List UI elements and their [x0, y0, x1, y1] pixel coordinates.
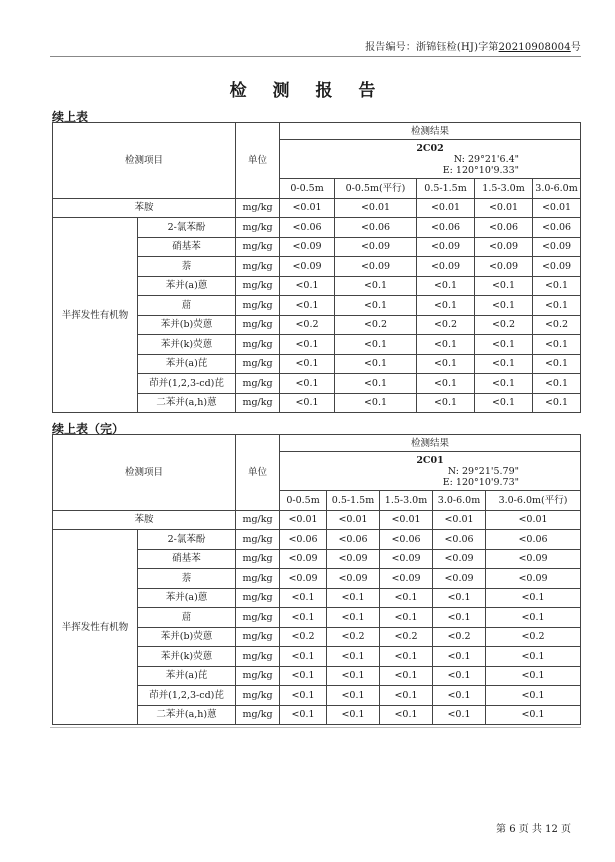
- result-value: <0.2: [486, 627, 581, 647]
- depth-header: 1.5-3.0m: [475, 179, 533, 199]
- result-value: <0.1: [280, 686, 327, 706]
- result-value: <0.06: [380, 530, 433, 550]
- group-label: 半挥发性有机物: [53, 218, 138, 413]
- station-longitude: E: 120°10'9.33": [442, 164, 520, 176]
- depth-header: 0.5-1.5m: [327, 491, 380, 511]
- result-value: <0.2: [327, 627, 380, 647]
- item-name: 茚并(1,2,3-cd)芘: [138, 374, 236, 394]
- result-value: <0.09: [486, 569, 581, 589]
- result-value: <0.06: [327, 530, 380, 550]
- result-value: <0.01: [486, 510, 581, 530]
- result-value: <0.1: [280, 608, 327, 628]
- report-number-suffix: 号: [570, 42, 581, 53]
- item-name: 硝基苯: [138, 549, 236, 569]
- item-unit: mg/kg: [236, 296, 280, 316]
- results-table-2c01: [52, 434, 581, 725]
- result-value: <0.1: [433, 686, 486, 706]
- result-value: <0.2: [433, 627, 486, 647]
- item-name: 䓛: [138, 296, 236, 316]
- item-unit: mg/kg: [236, 276, 280, 296]
- result-value: <0.1: [280, 335, 335, 355]
- result-value: <0.1: [280, 588, 327, 608]
- result-value: <0.09: [327, 569, 380, 589]
- depth-header: 1.5-3.0m: [380, 491, 433, 511]
- col-header-unit: 单位: [236, 123, 280, 199]
- group-label: 半挥发性有机物: [53, 530, 138, 725]
- result-value: <0.06: [280, 530, 327, 550]
- item-name: 2-氯苯酚: [138, 218, 236, 238]
- item-name: 2-氯苯酚: [138, 530, 236, 550]
- result-value: <0.09: [380, 569, 433, 589]
- station-latitude: N: 29°21'5.79": [447, 465, 520, 477]
- item-name: 二苯并(a,h)蒽: [138, 393, 236, 413]
- item-name: 苯并(a)芘: [138, 354, 236, 374]
- table-row: [53, 530, 581, 550]
- item-unit: mg/kg: [236, 198, 280, 218]
- item-unit: mg/kg: [236, 218, 280, 238]
- item-unit: mg/kg: [236, 608, 280, 628]
- result-value: <0.1: [380, 705, 433, 725]
- page-title: 检 测 报 告: [229, 81, 386, 101]
- result-value: <0.1: [335, 276, 417, 296]
- depth-header: 0-0.5m: [280, 179, 335, 199]
- item-unit: mg/kg: [236, 335, 280, 355]
- item-unit: mg/kg: [236, 686, 280, 706]
- item-unit: mg/kg: [236, 530, 280, 550]
- table-row: [53, 218, 581, 238]
- result-value: <0.06: [533, 218, 581, 238]
- result-value: <0.1: [335, 374, 417, 394]
- station-longitude: E: 120°10'9.73": [442, 476, 520, 488]
- col-header-unit: 单位: [236, 435, 280, 511]
- result-value: <0.2: [335, 315, 417, 335]
- item-unit: mg/kg: [236, 510, 280, 530]
- result-value: <0.09: [335, 237, 417, 257]
- result-value: <0.1: [327, 666, 380, 686]
- result-value: <0.09: [433, 549, 486, 569]
- result-value: <0.1: [327, 588, 380, 608]
- result-value: <0.1: [417, 354, 475, 374]
- result-value: <0.09: [280, 549, 327, 569]
- result-value: <0.01: [335, 198, 417, 218]
- result-value: <0.01: [327, 510, 380, 530]
- result-value: <0.01: [475, 198, 533, 218]
- item-name: 苯并(k)荧蒽: [138, 335, 236, 355]
- result-value: <0.1: [533, 335, 581, 355]
- item-unit: mg/kg: [236, 647, 280, 667]
- header-rule: [50, 56, 581, 57]
- result-value: <0.06: [486, 530, 581, 550]
- result-value: <0.1: [380, 588, 433, 608]
- result-value: <0.09: [280, 569, 327, 589]
- result-value: <0.1: [475, 296, 533, 316]
- item-unit: mg/kg: [236, 705, 280, 725]
- result-value: <0.09: [533, 257, 581, 277]
- result-value: <0.1: [417, 335, 475, 355]
- result-value: <0.01: [380, 510, 433, 530]
- station-cell: [280, 140, 581, 179]
- result-value: <0.06: [335, 218, 417, 238]
- result-value: <0.1: [280, 296, 335, 316]
- result-value: <0.1: [327, 686, 380, 706]
- result-value: <0.1: [335, 335, 417, 355]
- depth-header: 3.0-6.0m(平行): [486, 491, 581, 511]
- result-value: <0.06: [280, 218, 335, 238]
- results-table-2c02: [52, 122, 581, 413]
- result-value: <0.1: [417, 276, 475, 296]
- depth-header: 0.5-1.5m: [417, 179, 475, 199]
- result-value: <0.1: [327, 705, 380, 725]
- result-value: <0.09: [280, 237, 335, 257]
- result-value: <0.09: [433, 569, 486, 589]
- col-header-result: 检测结果: [280, 123, 581, 140]
- result-value: <0.1: [417, 296, 475, 316]
- report-number-value: 20210908004: [498, 42, 571, 53]
- item-name: 苯并(a)蒽: [138, 588, 236, 608]
- result-value: <0.09: [475, 237, 533, 257]
- item-name: 萘: [138, 569, 236, 589]
- item-unit: mg/kg: [236, 393, 280, 413]
- result-value: <0.09: [380, 549, 433, 569]
- result-value: <0.1: [475, 335, 533, 355]
- result-value: <0.2: [417, 315, 475, 335]
- result-value: <0.09: [280, 257, 335, 277]
- item-unit: mg/kg: [236, 627, 280, 647]
- depth-header: 0-0.5m(平行): [335, 179, 417, 199]
- item-unit: mg/kg: [236, 588, 280, 608]
- result-value: <0.1: [327, 608, 380, 628]
- result-value: <0.09: [335, 257, 417, 277]
- result-value: <0.1: [486, 705, 581, 725]
- item-name: 苯并(a)蒽: [138, 276, 236, 296]
- result-value: <0.06: [417, 218, 475, 238]
- result-value: <0.1: [486, 686, 581, 706]
- result-value: <0.1: [380, 686, 433, 706]
- result-value: <0.1: [280, 354, 335, 374]
- report-number-prefix: 报告编号：浙锦钰检(HJ)字第: [365, 42, 499, 53]
- col-header-result: 检测结果: [280, 435, 581, 452]
- result-value: <0.1: [380, 666, 433, 686]
- result-value: <0.1: [280, 705, 327, 725]
- station-cell: [280, 452, 581, 491]
- result-value: <0.1: [335, 393, 417, 413]
- result-value: <0.01: [417, 198, 475, 218]
- result-value: <0.1: [475, 276, 533, 296]
- item-unit: mg/kg: [236, 257, 280, 277]
- item-name: 苯并(b)荧蒽: [138, 627, 236, 647]
- result-value: <0.06: [433, 530, 486, 550]
- result-value: <0.1: [280, 666, 327, 686]
- col-header-item: 检测项目: [53, 123, 236, 199]
- result-value: <0.2: [380, 627, 433, 647]
- item-name: 苯胺: [53, 198, 236, 218]
- result-value: <0.01: [433, 510, 486, 530]
- result-value: <0.1: [433, 666, 486, 686]
- table-row: [53, 198, 581, 218]
- result-value: <0.1: [335, 296, 417, 316]
- result-value: <0.01: [280, 198, 335, 218]
- result-value: <0.01: [280, 510, 327, 530]
- result-value: <0.09: [533, 237, 581, 257]
- item-unit: mg/kg: [236, 237, 280, 257]
- result-value: <0.1: [533, 296, 581, 316]
- item-name: 苯并(k)荧蒽: [138, 647, 236, 667]
- result-value: <0.1: [486, 647, 581, 667]
- result-value: <0.1: [433, 588, 486, 608]
- report-number: [365, 38, 581, 53]
- result-value: <0.1: [380, 647, 433, 667]
- col-header-item: 检测项目: [53, 435, 236, 511]
- result-value: <0.06: [475, 218, 533, 238]
- item-name: 苯并(b)荧蒽: [138, 315, 236, 335]
- result-value: <0.1: [475, 374, 533, 394]
- result-value: <0.09: [417, 237, 475, 257]
- item-unit: mg/kg: [236, 315, 280, 335]
- result-value: <0.1: [433, 608, 486, 628]
- result-value: <0.1: [533, 393, 581, 413]
- result-value: <0.2: [280, 315, 335, 335]
- item-name: 苯胺: [53, 510, 236, 530]
- result-value: <0.1: [417, 393, 475, 413]
- result-value: <0.2: [280, 627, 327, 647]
- item-unit: mg/kg: [236, 569, 280, 589]
- result-value: <0.1: [380, 608, 433, 628]
- item-name: 茚并(1,2,3-cd)芘: [138, 686, 236, 706]
- result-value: <0.09: [417, 257, 475, 277]
- result-value: <0.1: [433, 705, 486, 725]
- bottom-rule: [50, 727, 581, 728]
- station-latitude: N: 29°21'6.4": [453, 153, 520, 165]
- page-number: 第 6 页 共 12 页: [496, 824, 571, 835]
- item-name: 苯并(a)芘: [138, 666, 236, 686]
- result-value: <0.1: [417, 374, 475, 394]
- result-value: <0.2: [533, 315, 581, 335]
- item-name: 硝基苯: [138, 237, 236, 257]
- result-value: <0.1: [475, 393, 533, 413]
- item-unit: mg/kg: [236, 666, 280, 686]
- depth-header: 0-0.5m: [280, 491, 327, 511]
- item-name: 二苯并(a,h)蒽: [138, 705, 236, 725]
- result-value: <0.1: [533, 354, 581, 374]
- result-value: <0.1: [280, 276, 335, 296]
- depth-header: 3.0-6.0m: [433, 491, 486, 511]
- result-value: <0.1: [335, 354, 417, 374]
- item-unit: mg/kg: [236, 374, 280, 394]
- item-name: 䓛: [138, 608, 236, 628]
- result-value: <0.1: [280, 393, 335, 413]
- result-value: <0.1: [486, 588, 581, 608]
- station-id: 2C02: [416, 142, 444, 154]
- result-value: <0.1: [327, 647, 380, 667]
- station-id: 2C01: [416, 454, 444, 466]
- result-value: <0.2: [475, 315, 533, 335]
- depth-header: 3.0-6.0m: [533, 179, 581, 199]
- result-value: <0.1: [475, 354, 533, 374]
- result-value: <0.1: [280, 647, 327, 667]
- table2-caption: 续上表（完）: [52, 422, 125, 436]
- item-unit: mg/kg: [236, 354, 280, 374]
- result-value: <0.1: [280, 374, 335, 394]
- result-value: <0.1: [533, 276, 581, 296]
- result-value: <0.1: [533, 374, 581, 394]
- result-value: <0.1: [433, 647, 486, 667]
- table1-caption: 续上表: [52, 110, 89, 124]
- result-value: <0.09: [475, 257, 533, 277]
- result-value: <0.09: [327, 549, 380, 569]
- item-name: 萘: [138, 257, 236, 277]
- result-value: <0.09: [486, 549, 581, 569]
- result-value: <0.1: [486, 608, 581, 628]
- result-value: <0.01: [533, 198, 581, 218]
- table-row: [53, 510, 581, 530]
- item-unit: mg/kg: [236, 549, 280, 569]
- result-value: <0.1: [486, 666, 581, 686]
